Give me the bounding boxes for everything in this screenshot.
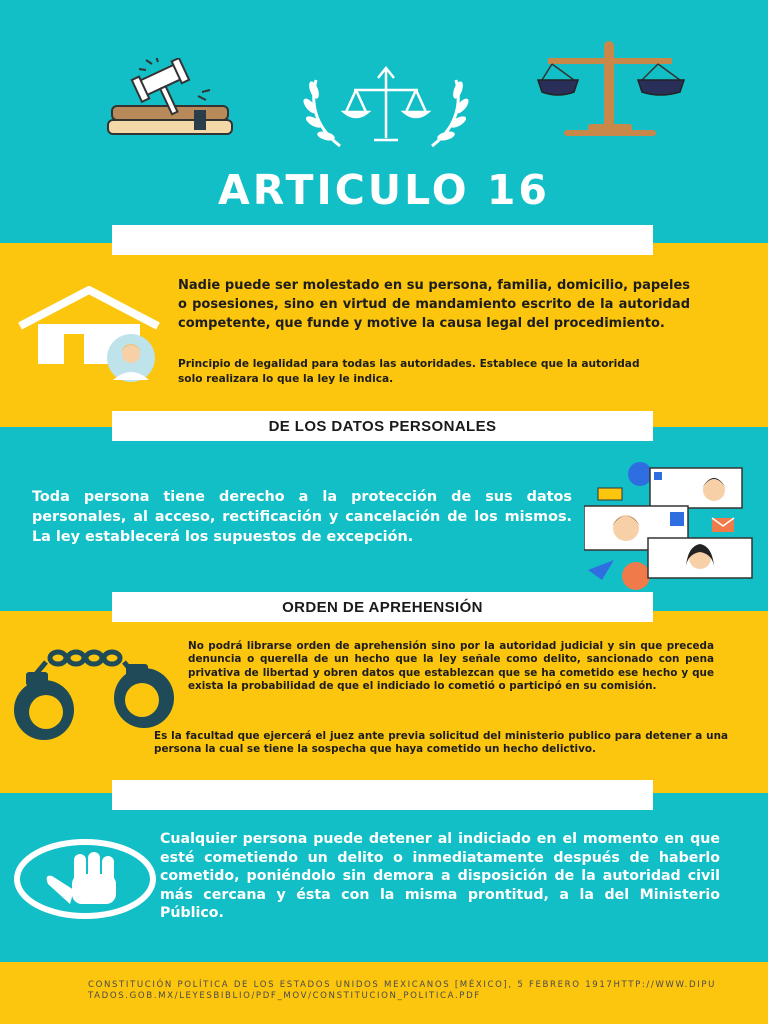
section3-heading-bar: ORDEN DE APREHENSIÓN xyxy=(112,592,653,622)
section1-main-text: Nadie puede ser molestado en su persona, familia, domicilio, papeles o posesiones, sino en virtud de mandamiento escrito de la autoridad competente, que funde y motive la causa legal del procedimiento. xyxy=(178,278,690,331)
section2-main-text: Toda persona tiene derecho a la protección de sus datos personales, al acceso, rectificación y cancelación de los mismos. La ley establecerá los supuestos de excepción. xyxy=(32,489,572,545)
video-call-illustration-icon xyxy=(584,462,756,590)
section3-main-text: No podrá librarse orden de aprehensión sino por la autoridad judicial y sin que preceda denuncia o querella de un hecho que la ley señale como delito, sancionado con pena privativa de libertad y obren datos que establezcan que se ha cometido ese hecho y que exista la probabilidad de que el indiciado lo cometió o participó en su comisión. xyxy=(188,640,714,693)
section3-sub-text: Es la facultad que ejercerá el juez ante previa solicitud del ministerio publico para detener a una persona la cual se tiene la sospecha que haya cometido un hecho delictivo. xyxy=(154,730,728,755)
gavel-books-icon xyxy=(102,58,236,138)
section4-main-text: Cualquier persona puede detener al indiciado en el momento en que esté cometiendo un delito o inmediatamente después de haberlo cometido, poniéndolo sin demora a disposición de la autoridad civil más cercana y ésta con la misma prontitud, a la del Ministerio Público. xyxy=(160,831,720,922)
section4-heading-bar xyxy=(112,780,653,810)
page-title: ARTICULO 16 xyxy=(218,166,550,214)
balance-scale-icon xyxy=(534,40,690,138)
footer-citation: CONSTITUCIÓN POLÍTICA DE LOS ESTADOS UNIDOS MEXICANOS [MÉXICO], 5 FEBRERO 1917HTTP://WWW.DIPUTADOS.GOB.MX/LEYESBIBLIO/PDF_MOV/CONSTITUCION_POLITICA.PDF xyxy=(88,980,716,1001)
section2-heading-bar: DE LOS DATOS PERSONALES xyxy=(112,411,653,441)
person-avatar-icon xyxy=(94,334,168,382)
section1-sub-text: Principio de legalidad para todas las autoridades. Establece que la autoridad solo realizara lo que la ley le indica. xyxy=(178,358,640,385)
justice-laurel-emblem-icon xyxy=(300,60,472,156)
stop-hand-icon xyxy=(12,838,158,920)
section1-heading-bar xyxy=(112,225,653,255)
